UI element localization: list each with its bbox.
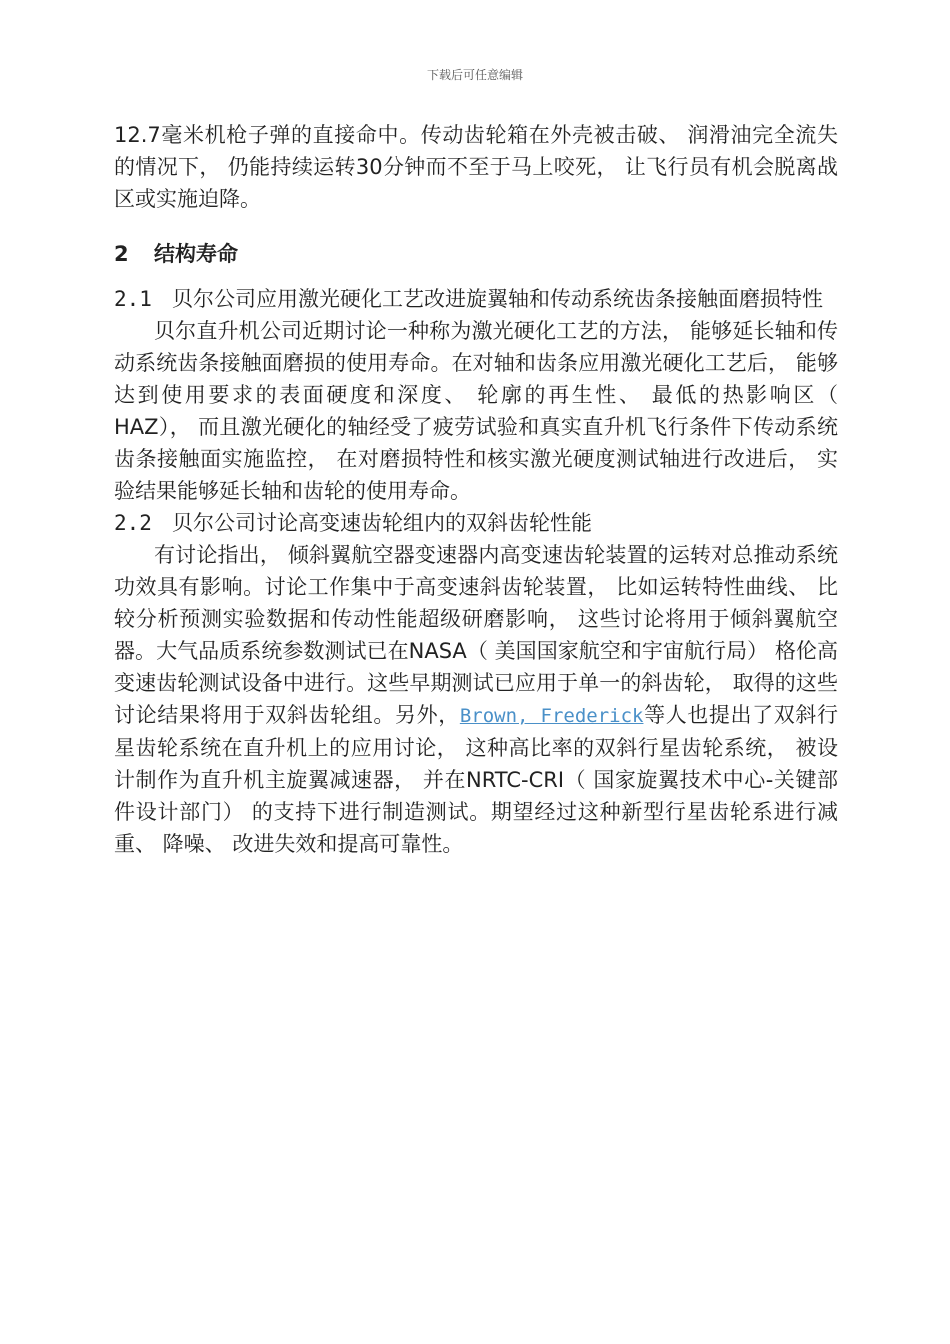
subsection-number: 2.1 <box>114 287 152 311</box>
subsection-title: 贝尔公司应用激光硬化工艺改进旋翼轴和传动系统齿条接触面磨损特性 <box>172 287 823 311</box>
paragraph-intro: 12.7毫米机枪子弹的直接命中。传动齿轮箱在外壳被击破、 润滑油完全流失的情况下， 仍能持续运转30分钟而不至于马上咬死， 让飞行员有机会脱离战区或实施迫降。 <box>114 123 838 211</box>
document-body <box>114 119 838 860</box>
section-title: 结构寿命 <box>154 242 238 266</box>
paragraph-double-helical <box>114 539 838 860</box>
subsection-heading-2-1 <box>114 283 838 315</box>
subsection-heading-2-2 <box>114 507 838 539</box>
section-heading-2 <box>114 239 838 269</box>
section-number: 2 <box>114 242 129 266</box>
paragraph-laser-hardening: 贝尔直升机公司近期讨论一种称为激光硬化工艺的方法， 能够延长轴和传动系统齿条接触面磨损的使用寿命。在对轴和齿条应用激光硬化工艺后， 能够达到使用要求的表面硬度和深度、 轮廓的再生性、 最低的热影响区（ HAZ）， 而且激光硬化的轴经受了疲劳试验和真实直升机飞行条件下传动系统齿条接触面实施监控， 在对磨损特性和核实激光硬度测试轴进行改进后， 实验结果能够延长轴和齿轮的使用寿命。 <box>114 319 838 503</box>
paragraph-text-part2: 等人也提出了双斜行星齿轮系统在直升机上的应用讨论， 这种高比率的双斜行星齿轮系统， 被设计制作为直升机主旋翼减速器， 并在NRTC-CRI（ 国家旋翼技术中心-关键部件设计部门） 的支持下进行制造测试。期望经过这种新型行星齿轮系进行减重、 降噪、 改进失效和提高可靠性。 <box>114 703 838 856</box>
subsection-title: 贝尔公司讨论高变速齿轮组内的双斜齿轮性能 <box>172 511 592 535</box>
page-header: 下载后可任意编辑 <box>426 68 523 82</box>
subsection-number: 2.2 <box>114 511 152 535</box>
reference-link[interactable]: Brown, Frederick <box>459 705 644 727</box>
paragraph-text-part1: 有讨论指出， 倾斜翼航空器变速器内高变速齿轮装置的运转对总推动系统功效具有影响。讨论工作集中于高变速斜齿轮装置， 比如运转特性曲线、 比较分析预测实验数据和传动性能超级研磨影响， 这些讨论将用于倾斜翼航空器。大气品质系统参数测试已在NASA（ 美国国家航空和宇宙航行局） 格伦高变速齿轮测试设备中进行。这些早期测试已应用于单一的斜齿轮， 取得的这些讨论结果将用于双斜齿轮组。另外， <box>114 543 838 727</box>
